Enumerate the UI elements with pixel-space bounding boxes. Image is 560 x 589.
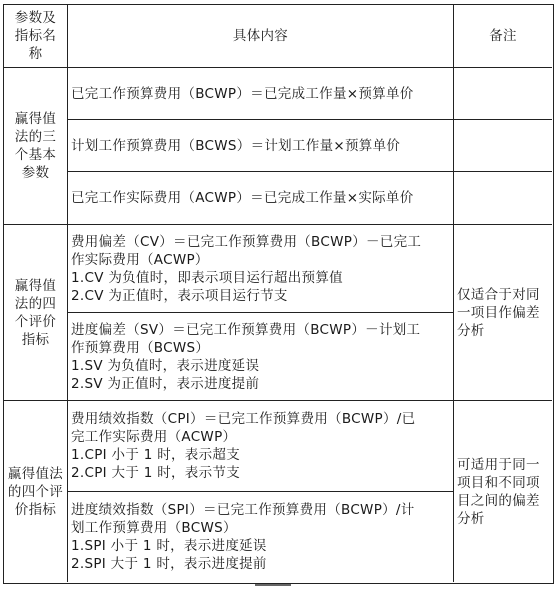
remark-text: 可适用于同一 — [457, 456, 540, 473]
content-text: 1.CPI 小于 1 时，表示超支 — [71, 447, 240, 463]
group-label — [4, 68, 67, 224]
group-label — [4, 401, 67, 582]
content-cell — [68, 172, 453, 224]
content-text: 已完工作预算费用（BCWP）＝已完成工作量×预算单价 — [71, 85, 414, 102]
remark-text: 分析 — [457, 510, 485, 527]
header-text: 参数及 — [14, 10, 57, 26]
content-cell — [68, 492, 453, 582]
header-param-name — [4, 5, 67, 67]
group-text: 法的三 — [14, 129, 57, 145]
content-text: 完工作实际费用（ACWP） — [71, 429, 237, 445]
content-text: 划工作预算费用（BCWS） — [71, 520, 237, 536]
remark-text: 一项目作偏差 — [457, 304, 540, 321]
remark-cell — [454, 401, 552, 582]
group-text: 指标 — [21, 331, 50, 348]
group-text: 的四个评 — [7, 483, 64, 500]
content-cell — [68, 68, 453, 119]
remark-text: 仅适合于对同 — [457, 286, 540, 303]
content-cell — [68, 225, 453, 312]
content-cell — [68, 120, 453, 171]
content-text: 进度绩效指数（SPI）＝已完工作预算费用（BCWP）/计 — [71, 502, 415, 518]
group-label — [4, 225, 67, 400]
header-text: 具体内容 — [232, 28, 289, 44]
content-text: 2.CV 为正值时，表示项目运行节支 — [71, 287, 288, 304]
content-text: 2.CPI 大于 1 时，表示节支 — [71, 465, 240, 481]
remark-text: 分析 — [457, 322, 485, 339]
group-text: 法的四 — [14, 295, 57, 312]
content-text: 进度偏差（SV）＝已完工作预算费用（BCWP）－计划工 — [71, 321, 421, 338]
remark-text: 目之间的偏差 — [457, 492, 540, 509]
content-cell — [68, 313, 453, 400]
group-text: 参数 — [21, 165, 50, 181]
remark-text: 项目和不同项 — [457, 474, 540, 491]
remark-cell — [454, 225, 552, 400]
content-text: 2.SV 为正值时，表示进度提前 — [71, 375, 260, 392]
group-text: 个评价 — [14, 313, 57, 330]
evm-table — [3, 4, 554, 584]
page-marker — [255, 584, 291, 586]
group-text: 赢得值 — [14, 277, 57, 294]
content-text: 2.SPI 大于 1 时，表示进度提前 — [71, 556, 267, 572]
group-text: 赢得值法 — [7, 465, 64, 482]
content-text: 1.CV 为负值时，即表示项目运行超出预算值 — [71, 269, 343, 286]
content-text: 1.SV 为负值时，表示进度延误 — [71, 357, 260, 374]
header-content — [68, 5, 453, 67]
content-cell — [68, 401, 453, 491]
content-text: 费用偏差（CV）＝已完工作预算费用（BCWP）－已完工 — [71, 233, 422, 250]
content-text: 费用绩效指数（CPI）＝已完工作预算费用（BCWP）/已 — [71, 411, 416, 427]
content-text: 作实际费用（ACWP） — [71, 251, 209, 268]
content-text: 1.SPI 小于 1 时，表示进度延误 — [71, 538, 267, 554]
header-remark — [454, 5, 552, 67]
group-text: 赢得值 — [14, 111, 57, 127]
header-text: 备注 — [489, 28, 517, 44]
header-text: 指标名 — [14, 28, 57, 44]
group-text: 价指标 — [14, 501, 57, 518]
content-text: 已完工作实际费用（ACWP）＝已完成工作量×实际单价 — [71, 190, 414, 206]
content-text: 计划工作预算费用（BCWS）＝计划工作量×预算单价 — [71, 137, 401, 154]
header-text: 称 — [28, 46, 43, 62]
group-text: 个基本 — [14, 147, 57, 163]
content-text: 作预算费用（BCWS） — [71, 339, 210, 356]
